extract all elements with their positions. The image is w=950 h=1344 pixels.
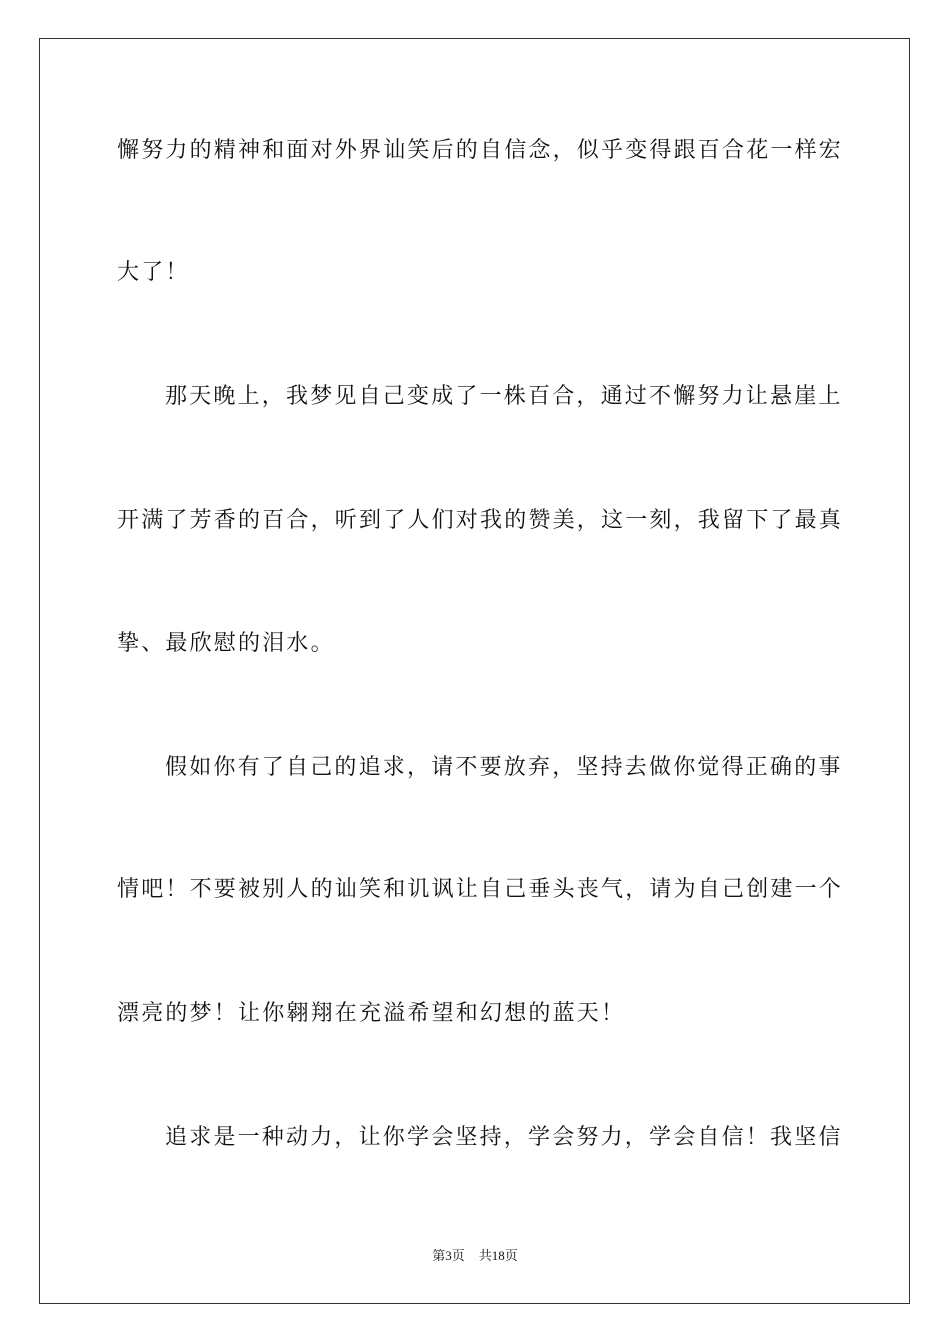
page-number: 第3页 [432, 1248, 465, 1263]
page-footer [0, 1247, 950, 1265]
page-total: 共18页 [478, 1248, 518, 1263]
paragraph-line-9: 追求是一种动力，让你学会坚持，学会努力，学会自信！我坚信 [165, 1125, 843, 1150]
paragraph-line-3: 那天晚上，我梦见自己变成了一株百合，通过不懈努力让悬崖上 [165, 384, 843, 409]
paragraph-line-5: 挚、最欣慰的泪水。 [117, 631, 335, 656]
paragraph-line-4: 开满了芳香的百合，听到了人们对我的赞美，这一刻，我留下了最真 [117, 508, 844, 533]
paragraph-line-7: 情吧！不要被别人的讪笑和讥讽让自己垂头丧气，请为自己创建一个 [117, 877, 844, 902]
paragraph-line-6: 假如你有了自己的追求，请不要放弃，坚持去做你觉得正确的事 [165, 755, 843, 780]
paragraph-line-1: 懈努力的精神和面对外界讪笑后的自信念，似乎变得跟百合花一样宏 [117, 138, 844, 163]
paragraph-line-8: 漂亮的梦！让你翱翔在充溢希望和幻想的蓝天！ [117, 1001, 626, 1026]
page-frame [39, 38, 910, 1304]
paragraph-line-2: 大了！ [117, 260, 190, 285]
